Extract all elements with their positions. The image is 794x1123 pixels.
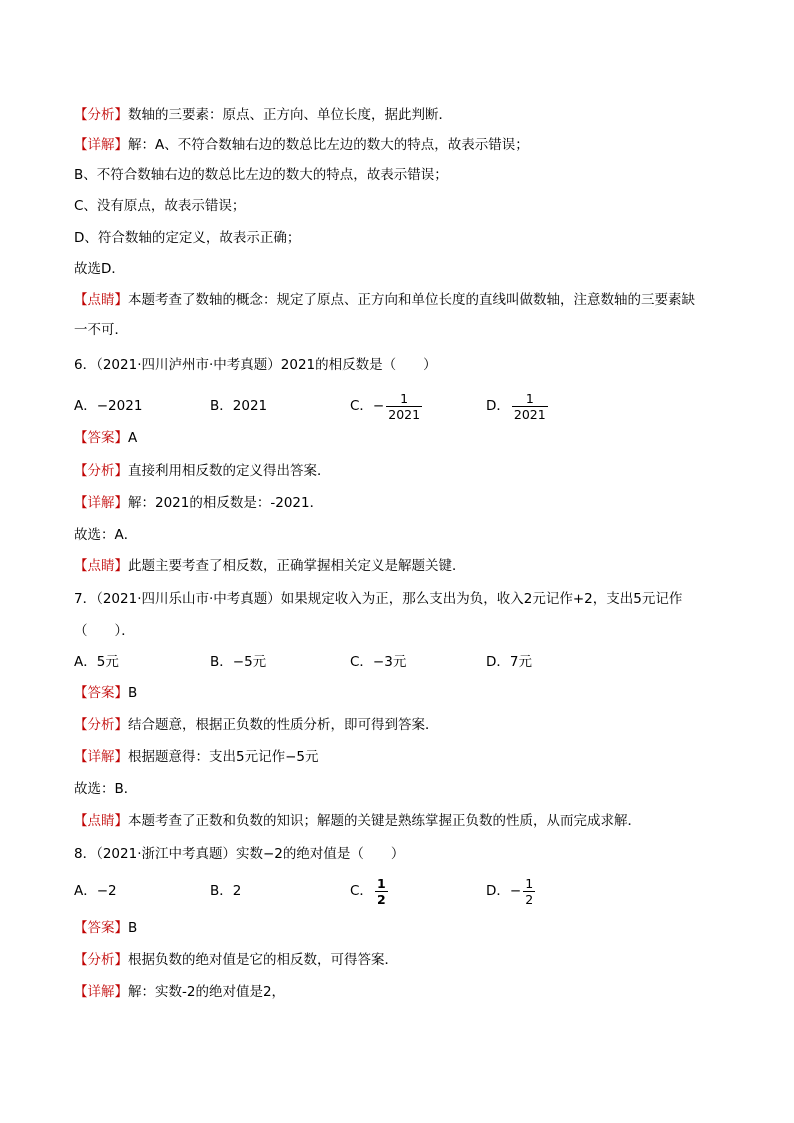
analysis-line — [74, 106, 724, 124]
detail-line — [74, 983, 724, 1001]
section-tag: 【答案】 — [74, 430, 128, 446]
line-text: 根据负数的绝对值是它的相反数，可得答案． — [128, 952, 398, 968]
option-c: C．− $\frac{1}{2021}$ — [350, 390, 421, 422]
detail-line — [74, 197, 724, 215]
section-tag: 【分析】 — [74, 717, 128, 733]
line-text: 7．（2021·四川乐山市·中考真题）如果规定收入为正，那么支出为负，收入2元记作+2，支出5元记作 — [74, 591, 683, 607]
line-text: 根据题意得：支出5元记作−5元 — [128, 749, 319, 765]
section-tag: 【详解】 — [74, 749, 128, 765]
choice-line — [74, 526, 724, 544]
line-text: 直接利用相反数的定义得出答案． — [128, 463, 331, 479]
line-text: 数轴的三要素：原点、正方向、单位长度，据此判断． — [128, 107, 452, 123]
line-text: B、不符合数轴右边的数总比左边的数大的特点，故表示错误； — [74, 167, 448, 183]
line-text: 本题考查了正数和负数的知识；解题的关键是熟练掌握正负数的性质，从而完成求解． — [128, 813, 641, 829]
question-8-stem — [74, 845, 724, 863]
option-d: D． $\frac{1}{2021}$ — [486, 390, 546, 422]
option-a: A．−2 — [74, 883, 117, 899]
section-tag: 【详解】 — [74, 137, 128, 153]
answer-line — [74, 429, 724, 447]
line-text: B — [128, 685, 138, 701]
fraction: $\frac{1}{2}$ — [525, 875, 534, 907]
option-a: A．5元 — [74, 654, 119, 670]
line-text: 结合题意，根据正负数的性质分析，即可得到答案． — [128, 717, 439, 733]
option-b: B．2 — [210, 883, 242, 899]
option-b: B．2021 — [210, 398, 268, 414]
line-text: 6．（2021·四川泸州市·中考真题）2021的相反数是（ ） — [74, 357, 437, 373]
line-text: 解：A、不符合数轴右边的数总比左边的数大的特点，故表示错误； — [128, 137, 529, 153]
comment-line — [74, 812, 724, 830]
analysis-line — [74, 462, 724, 480]
analysis-line — [74, 716, 724, 734]
answer-line — [74, 684, 724, 702]
section-tag: 【点睛】 — [74, 813, 128, 829]
line-text: D、符合数轴的定定义，故表示正确； — [74, 230, 301, 246]
choice-line — [74, 260, 724, 278]
section-tag: 【答案】 — [74, 920, 128, 936]
section-tag: 【点睛】 — [74, 558, 128, 574]
line-text: 故选：B． — [74, 781, 138, 797]
section-tag: 【详解】 — [74, 495, 128, 511]
line-text: 解：2021的相反数是：-2021． — [128, 495, 324, 511]
section-tag: 【分析】 — [74, 952, 128, 968]
question-7-stem — [74, 590, 724, 608]
option-c: C． $\frac{1}{2}$ — [350, 875, 386, 907]
line-text: 故选：A． — [74, 527, 138, 543]
detail-line — [74, 136, 724, 154]
section-tag: 【分析】 — [74, 107, 128, 123]
line-text: C、没有原点，故表示错误； — [74, 198, 246, 214]
option-b: B．−5元 — [210, 654, 267, 670]
detail-line — [74, 166, 724, 184]
section-tag: 【点睛】 — [74, 292, 128, 308]
option-a: A．−2021 — [74, 398, 143, 414]
section-tag: 【答案】 — [74, 685, 128, 701]
fraction: $\frac{1}{2}$ — [376, 875, 386, 907]
line-text: 故选D． — [74, 261, 125, 277]
question-6-stem — [74, 356, 724, 374]
option-d: D．7元 — [486, 654, 532, 670]
detail-line — [74, 494, 724, 512]
line-text: B — [128, 920, 138, 936]
line-text: 8．（2021·浙江中考真题）实数−2的绝对值是（ ） — [74, 846, 405, 862]
option-c: C．−3元 — [350, 654, 407, 670]
comment-line — [74, 557, 724, 575]
line-text: 一不可． — [74, 322, 128, 338]
line-text: 此题主要考查了相反数，正确掌握相关定义是解题关键． — [128, 558, 466, 574]
fraction: $\frac{1}{2021}$ — [388, 390, 421, 422]
line-text: （ ）． — [74, 623, 135, 639]
detail-line — [74, 748, 724, 766]
answer-line — [74, 919, 724, 937]
line-text: 本题考查了数轴的概念：规定了原点、正方向和单位长度的直线叫做数轴，注意数轴的三要素缺 — [128, 292, 695, 308]
analysis-line — [74, 951, 724, 969]
section-tag: 【分析】 — [74, 463, 128, 479]
line-text: A — [128, 430, 138, 446]
line-text: 解：实数-2的绝对值是2， — [128, 984, 286, 1000]
fraction: $\frac{1}{2021}$ — [513, 390, 546, 422]
detail-line — [74, 229, 724, 247]
comment-line — [74, 291, 724, 309]
choice-line — [74, 780, 724, 798]
comment-line — [74, 321, 724, 339]
section-tag: 【详解】 — [74, 984, 128, 1000]
question-7-stem-cont — [74, 622, 724, 640]
option-d: D．− $\frac{1}{2}$ — [486, 875, 534, 907]
